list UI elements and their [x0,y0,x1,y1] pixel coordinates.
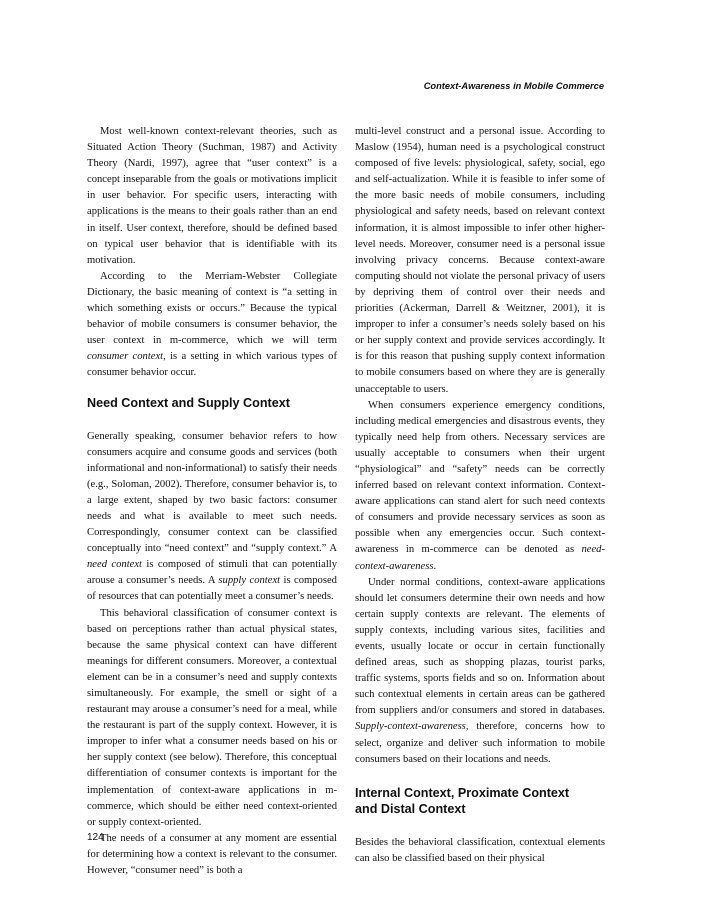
paragraph: This behavioral classification of consumer context is based on perceptions rather than actual physical states, because the same physical context can have different meanings for different consumers. Moreover, a contextual element can be in a consumer’s need and supply contexts simultaneously. For example, the smell or sight of a restaurant may arouse a consumer’s need for a meal, while the restaurant is part of the supply context. However, it is improper to infer what a consumer needs based on his or her supply context (see below). Therefore, this conceptual differentiation of consumer contexts is important for the implementation of context-aware applications in m-commerce, which should be either need context-oriented or supply context-oriented. [87,607,337,828]
italic-term: supply context [218,575,281,587]
right-column [355,124,605,867]
paragraph: The needs of a consumer at any moment are essential for determining how a context is relevant to the consumer. However, “consumer need” is both a [87,832,337,877]
heading-line: Internal Context, Proximate Context [355,785,570,800]
section-heading [355,785,605,817]
paragraph-text: , therefore, concerns how to select, organize and deliver such information to mobile consumers based on their locations and needs. [355,721,605,765]
paragraph [87,269,337,382]
left-column [87,124,337,879]
paragraph-text: When consumers experience emergency conditions, including medical emergencies and disastrous events, they typically need help from others. Necessary services are usually acceptable to consumers when their urgent “physiological” and “safety” needs can be correctly inferred based on relevant context information. Context-aware applications can stand alert for such need contexts of consumers and provide necessary services as soon as possible when any emergencies occur. Such context-awareness in m-commerce can be denoted as [355,399,605,556]
italic-term: Supply-context-awareness [355,721,466,733]
page-number: 124 [87,832,104,843]
paragraph [355,575,605,768]
paragraph-text: , is a setting in which various types of consumer behavior occur. [87,351,337,379]
paragraph-text: According to the Merriam-Webster Collegiate Dictionary, the basic meaning of context is “a setting in which something exists or occurs.” Because the typical behavior of mobile consumers is consumer behavior, the user context in m-commerce, which we will term [87,270,337,347]
paragraph-text: is composed of stimuli that can potentially arouse a consumer’s needs. A [87,559,338,587]
paragraph: multi-level construct and a personal issue. According to Maslow (1954), human need is a psychological construct composed of five levels: physiological, safety, social, ego and self-actualization. While it is feasible to infer some of the more basic needs of mobile consumers, including physiological and safety needs, based on relevant context information, it is almost impossible to infer other higher-level needs. Moreover, consumer need is a personal issue involving privacy concerns. Because context-aware computing should not violate the personal privacy of users by depriving them of control over their needs and priorities (Ackerman, Darrell & Weitzner, 2001), it is improper to infer a consumer’s needs solely based on his or her supply context and provide services accordingly. It is for this reason that pushing supply context information to mobile consumers based on where they are is generally unacceptable to users. [355,126,605,395]
paragraph [87,429,337,606]
paragraph-text: is composed of resources that can potentially meet a consumer’s needs. [87,575,337,603]
paragraph: Besides the behavioral classification, contextual elements can also be classified based on their physical [355,836,605,864]
italic-term: need context [87,559,142,571]
paragraph-text: . [433,560,437,572]
paragraph-text: Generally speaking, consumer behavior refers to how consumers acquire and consume goods and services (both informational and non-informational) to satisfy their needs (e.g., Soloman, 2002). Therefore, consumer behavior is, to a large extent, shaped by two basic factors: consumer needs and what is available to meet such needs. Correspondingly, consumer context can be classified conceptually into “need context” and “supply context.” A [87,430,337,555]
paragraph-text: Under normal conditions, context-aware applications should let consumers determine their own needs and how certain supply contexts are relevant. The elements of supply contexts, including various sites, facilities and events, usually locate or occur in certain functionally defined areas, such as shopping plazas, tourist parks, traffic systems, sports fields and so on. Information about such contextual elements in certain areas can be gathered from suppliers and/or consumers and stored in databases. [355,576,605,717]
paragraph: Most well-known context-relevant theories, such as Situated Action Theory (Suchman, 1987) and Activity Theory (Nardi, 1997), agree that “user context” is a concept inseparable from the goals or motivations implicit in user behavior. For specific users, interacting with applications is the means to their goals rather than an end in itself. User context, therefore, should be defined based on typical user behavior that is identifiable with its motivation. [87,126,337,266]
heading-line: and Distal Context [355,801,466,816]
paragraph [355,398,605,575]
section-heading: Need Context and Supply Context [87,395,290,410]
italic-term: consumer context [87,351,164,363]
italic-term: need-context-awareness [355,544,605,572]
running-title: Context-Awareness in Mobile Commerce [423,81,604,91]
